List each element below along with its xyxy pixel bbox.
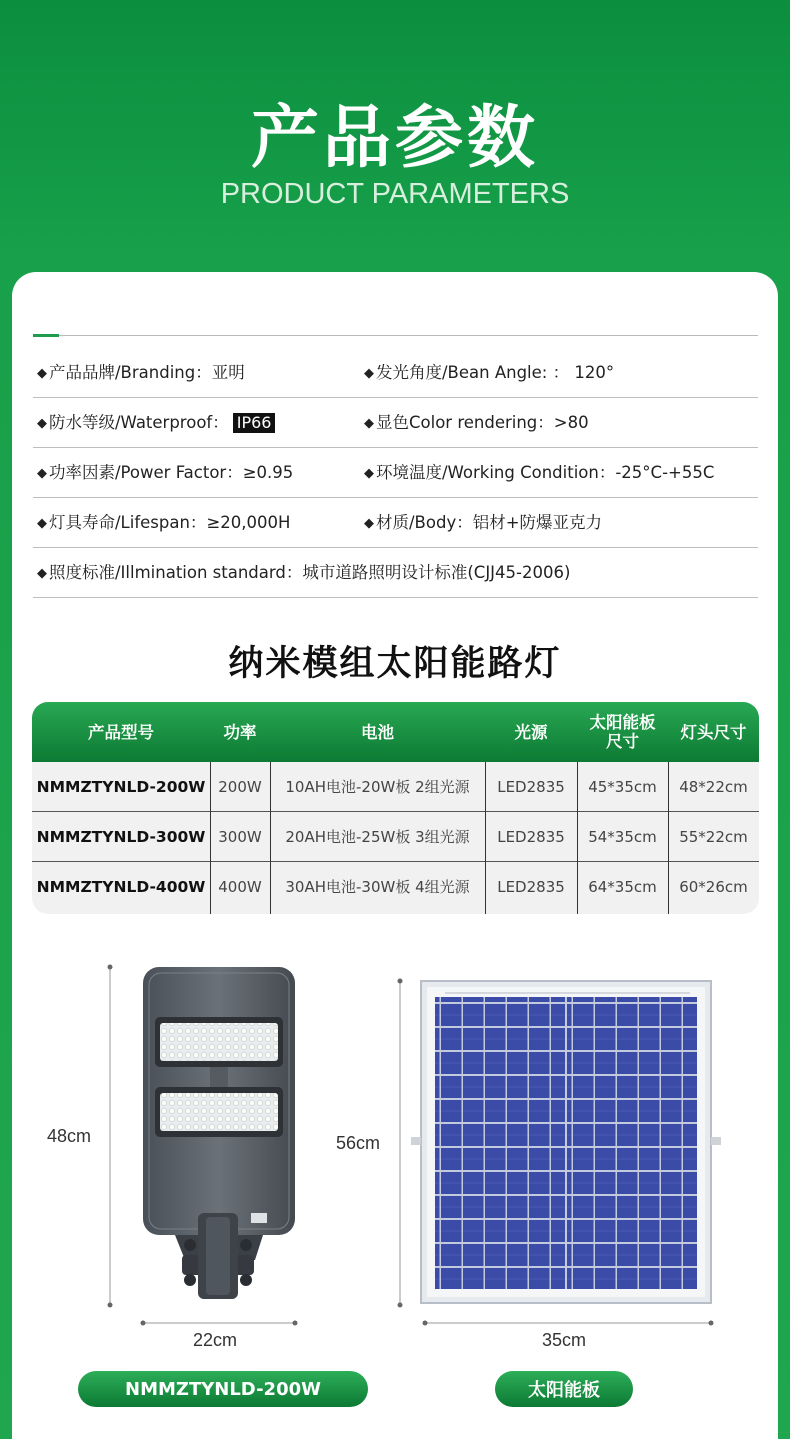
divider-accent bbox=[33, 334, 59, 337]
diamond-icon: ◆ bbox=[364, 516, 374, 531]
row-divider bbox=[32, 811, 759, 812]
diamond-icon: ◆ bbox=[37, 416, 47, 431]
param-label: 产品品牌/Branding： bbox=[49, 363, 212, 382]
param-value: 亚明 bbox=[211, 363, 245, 382]
th-battery: 电池 bbox=[361, 722, 394, 742]
lamp-height-dimension bbox=[108, 965, 113, 1308]
lamp-width-dimension bbox=[141, 1321, 298, 1326]
ip-badge: IP66 bbox=[233, 413, 276, 433]
th-power: 功率 bbox=[223, 722, 257, 742]
cell-battery: 10AH电池-20W板 2组光源 bbox=[285, 778, 470, 796]
cell-light-source: LED2835 bbox=[497, 878, 565, 896]
product-illustration bbox=[0, 955, 790, 1355]
cell-power: 400W bbox=[218, 878, 262, 896]
lamp-model-label: NMMZTYNLD-200W bbox=[78, 1371, 368, 1407]
param-lifespan bbox=[37, 498, 290, 548]
cell-battery: 20AH电池-25W板 3组光源 bbox=[285, 828, 470, 846]
col-divider bbox=[577, 762, 578, 914]
param-value: -25°C-+55C bbox=[615, 463, 715, 482]
param-angle bbox=[364, 348, 614, 398]
th-model: 产品型号 bbox=[88, 722, 154, 742]
cell-panel-size: 45*35cm bbox=[588, 778, 657, 796]
param-row bbox=[33, 448, 758, 498]
param-value: 120° bbox=[574, 363, 615, 382]
param-temp bbox=[364, 448, 714, 498]
col-divider bbox=[270, 762, 271, 914]
cell-panel-size: 54*35cm bbox=[588, 828, 657, 846]
diamond-icon: ◆ bbox=[37, 466, 47, 481]
diamond-icon: ◆ bbox=[364, 466, 374, 481]
diamond-icon: ◆ bbox=[37, 366, 47, 381]
panel-height-label: 56cm bbox=[336, 1133, 381, 1153]
diamond-icon: ◆ bbox=[364, 416, 374, 431]
param-standard bbox=[37, 548, 570, 598]
cell-head-size: 60*26cm bbox=[679, 878, 748, 896]
lamp-width-label: 22cm bbox=[193, 1330, 238, 1350]
param-label: 环境温度/Working Condition： bbox=[376, 463, 616, 482]
diamond-icon: ◆ bbox=[364, 366, 374, 381]
solar-panel-image bbox=[411, 981, 721, 1303]
col-divider bbox=[210, 762, 211, 914]
row-divider bbox=[32, 861, 759, 862]
th-panel-size-line2: 尺寸 bbox=[606, 732, 639, 751]
panel-width-dimension bbox=[423, 1321, 714, 1326]
param-color bbox=[364, 398, 589, 448]
cell-model: NMMZTYNLD-300W bbox=[36, 828, 206, 846]
table-row bbox=[32, 762, 759, 812]
param-row bbox=[33, 498, 758, 548]
cell-model: NMMZTYNLD-200W bbox=[36, 778, 206, 796]
param-value: >80 bbox=[553, 413, 589, 432]
param-row bbox=[33, 398, 758, 448]
th-light-source: 光源 bbox=[514, 722, 548, 742]
param-body bbox=[364, 498, 602, 548]
header bbox=[0, 0, 790, 270]
cell-model: NMMZTYNLD-400W bbox=[36, 878, 206, 896]
param-value: 城市道路照明设计标准(CJJ45-2006) bbox=[302, 563, 571, 582]
th-panel-size bbox=[577, 702, 668, 762]
cell-power: 300W bbox=[218, 828, 262, 846]
param-label: 防水等级/Waterproof： bbox=[49, 413, 229, 432]
th-head-size: 灯头尺寸 bbox=[680, 722, 747, 742]
param-label: 显色Color rendering： bbox=[376, 413, 554, 432]
col-divider bbox=[485, 762, 486, 914]
param-label: 发光角度/Bean Angle: ： bbox=[376, 363, 570, 382]
param-power-factor bbox=[37, 448, 293, 498]
param-brand bbox=[37, 348, 245, 398]
cell-head-size: 48*22cm bbox=[679, 778, 748, 796]
param-value: ≥20,000H bbox=[206, 513, 291, 532]
diamond-icon: ◆ bbox=[37, 516, 47, 531]
param-label: 灯具寿命/Lifespan： bbox=[49, 513, 207, 532]
divider bbox=[33, 335, 758, 336]
th-panel-size-line1: 太阳能板 bbox=[589, 713, 656, 732]
table-row bbox=[32, 812, 759, 862]
section-title: 纳米模组太阳能路灯 bbox=[228, 644, 562, 684]
cell-light-source: LED2835 bbox=[497, 828, 565, 846]
param-row bbox=[33, 548, 758, 598]
param-label: 材质/Body： bbox=[376, 513, 473, 532]
panel-label: 太阳能板 bbox=[495, 1371, 633, 1407]
page-title: 产品参数 bbox=[250, 99, 539, 178]
page-subtitle: PRODUCT PARAMETERS bbox=[220, 178, 570, 210]
param-value: 铝材+防爆亚克力 bbox=[472, 513, 603, 532]
lamp-height-label: 48cm bbox=[47, 1126, 92, 1146]
param-label: 功率因素/Power Factor： bbox=[49, 463, 243, 482]
param-row bbox=[33, 348, 758, 398]
cell-head-size: 55*22cm bbox=[679, 828, 748, 846]
panel-height-dimension bbox=[398, 979, 403, 1308]
table-row bbox=[32, 862, 759, 912]
panel-width-label: 35cm bbox=[542, 1330, 587, 1350]
col-divider bbox=[668, 762, 669, 914]
cell-light-source: LED2835 bbox=[497, 778, 565, 796]
param-waterproof bbox=[37, 398, 275, 448]
table-header bbox=[32, 702, 759, 762]
diamond-icon: ◆ bbox=[37, 566, 47, 581]
cell-panel-size: 64*35cm bbox=[588, 878, 657, 896]
cell-power: 200W bbox=[218, 778, 262, 796]
spec-table bbox=[32, 702, 759, 914]
street-lamp-image bbox=[143, 967, 295, 1299]
param-value: ≥0.95 bbox=[242, 463, 294, 482]
param-label: 照度标准/Illmination standard： bbox=[49, 563, 303, 582]
cell-battery: 30AH电池-30W板 4组光源 bbox=[285, 878, 470, 896]
